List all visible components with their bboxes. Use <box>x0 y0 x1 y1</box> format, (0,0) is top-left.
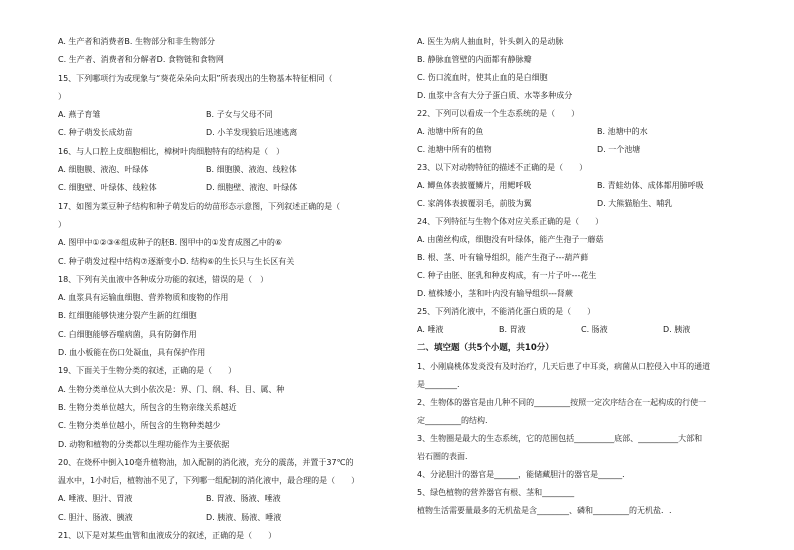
option-b: B. 胃液 <box>499 325 526 334</box>
question-17-options-ab: A. 图甲中①②③④组成种子的胚B. 图甲中的①发育成图乙中的⑥ <box>58 238 283 248</box>
question-16-options-row2 <box>58 184 398 192</box>
option-d: D. 血浆中含有大分子蛋白质、水等多种成分 <box>417 91 573 100</box>
question-19: 19、下面关于生物分类的叙述，正确的是（ ） <box>58 366 237 376</box>
fill-question-1-cont: 是________. <box>417 380 460 389</box>
option-c: C. 池塘中所有的植物 <box>417 145 492 154</box>
option-b: B. 子女与父母不同 <box>206 110 273 120</box>
question-23: 23、以下对动物特征的描述不正确的是（ ） <box>417 163 588 172</box>
right-column <box>417 38 767 525</box>
option-c: C. 种子萌发长成幼苗 <box>58 128 133 138</box>
option-d: D. 植株矮小，茎和叶内没有输导组织---肾蕨 <box>417 289 573 298</box>
fill-question-3-cont: 岩石圈的表面． <box>417 452 473 461</box>
question-25: 25、下列消化液中，不能消化蛋白质的是（ ） <box>417 307 596 316</box>
fill-question-3: 3、生物圈是最大的生态系统，它的范围包括__________底部、__________大部和 <box>417 434 703 443</box>
option-c: C. 胆汁、肠液、胰液 <box>58 512 133 522</box>
q14-options-cd: C. 生产者、消费者和分解者D. 食物链和食物网 <box>58 55 224 65</box>
question-20-cont: 温水中，1小时后，植物油不见了，下列哪一组配制的消化液中，最合理的是（ ） <box>58 476 360 486</box>
option-a: A. 池塘中所有的鱼 <box>417 127 484 136</box>
option-c: C. 家鸽体表披覆羽毛，前肢为翼 <box>417 199 532 208</box>
question-17-cont: ） <box>58 219 66 229</box>
question-23-options-row1 <box>417 182 767 190</box>
option-a: A. 由菌丝构成，细胞没有叶绿体，能产生孢子一蘑菇 <box>417 235 604 244</box>
fill-question-2-cont: 定_________的结构. <box>417 416 488 425</box>
option-d: D. 小羊发现狼后迅速逃离 <box>206 128 298 138</box>
question-16: 16、与人口腔上皮细胞相比，樟树叶肉细胞特有的结构是（ ） <box>58 146 285 156</box>
question-25-options <box>417 326 767 334</box>
question-23-options-row2 <box>417 200 767 208</box>
option-b: B. 根、茎、叶有输导组织，能产生孢子---葫芦藓 <box>417 253 589 262</box>
fill-question-5-cont: 植物生活需要量最多的无机盐是含________、磷和_________的无机盐．. <box>417 506 672 515</box>
option-a: A. 鲫鱼体表披覆鳞片，用鳃呼吸 <box>417 181 532 190</box>
option-b: B. 生物分类单位越大，所包含的生物亲缘关系越近 <box>58 402 237 412</box>
option-a: A. 生物分类单位从大到小依次是：界、门、纲、科、目、属、种 <box>58 384 285 394</box>
question-20-options-row1 <box>58 495 398 503</box>
option-c: C. 白细胞能够吞噬病菌，具有防御作用 <box>58 329 197 339</box>
question-15: 15、下列哪项行为或现象与“葵花朵朵向太阳”所表现出的生物基本特征相同（ <box>58 73 333 83</box>
option-a: A. 医生为病人抽血时，针头刺入的是动脉 <box>417 37 564 46</box>
question-17: 17、如图为菜豆种子结构和种子萌发后的幼苗形态示意图，下列叙述正确的是（ <box>58 201 341 211</box>
option-c: C. 伤口流血时，使其止血的是白细胞 <box>417 73 548 82</box>
option-c: C. 生物分类单位越小，所包含的生物种类越少 <box>58 421 221 431</box>
question-15-options-row2 <box>58 129 398 137</box>
option-c: C. 肠液 <box>581 325 608 334</box>
option-d: D. 细胞壁、液泡、叶绿体 <box>206 183 298 193</box>
option-b: B. 胃液、肠液、唾液 <box>206 494 281 504</box>
q14-options-ab: A. 生产者和消费者B. 生物部分和非生物部分 <box>58 37 215 46</box>
option-b: B. 池塘中的水 <box>597 127 648 136</box>
question-15-options-row1 <box>58 111 398 119</box>
question-18: 18、下列有关血液中各种成分功能的叙述，错误的是（ ） <box>58 274 269 284</box>
question-15-cont: ） <box>58 91 66 101</box>
left-column <box>58 38 398 550</box>
question-21: 21、以下是对某些血管和血液成分的叙述，正确的是（ ） <box>58 531 277 541</box>
fill-question-4: 4、分泌胆汁的器官是______，能储藏胆汁的器官是______． <box>417 470 631 479</box>
question-20-options-row2 <box>58 514 398 522</box>
question-22: 22、下列可以看成一个生态系统的是（ ） <box>417 109 580 118</box>
option-c: C. 细胞壁、叶绿体、线粒体 <box>58 183 157 193</box>
option-d: D. 一个池塘 <box>597 145 641 154</box>
option-a: A. 唾液、胆汁、胃液 <box>58 494 133 504</box>
option-a: A. 唾液 <box>417 325 444 334</box>
section-heading-fill-in: 二、填空题（共5个小题，共10分） <box>417 343 554 353</box>
option-a: A. 血浆具有运输血细胞、营养物质和废物的作用 <box>58 293 229 303</box>
option-b: B. 青蛙幼体、成体都用肺呼吸 <box>597 181 704 190</box>
question-22-options-row1 <box>417 128 767 136</box>
option-b: B. 红细胞能够快速分裂产生新的红细胞 <box>58 311 197 321</box>
option-b: B. 静脉血管壁的内面都有静脉瓣 <box>417 55 532 64</box>
question-24: 24、下列特征与生物个体对应关系正确的是（ ） <box>417 217 604 226</box>
fill-question-2: 2、生物体的器官是由几种不同的_________按照一定次序结合在一起构成的行使一 <box>417 398 707 407</box>
fill-question-5: 5、绿色植物的营养器官有根、茎和________ <box>417 488 575 497</box>
fill-question-1: 1、小刚扁桃体发炎没有及时治疗，几天后患了中耳炎，病菌从口腔侵入中耳的通道 <box>417 362 711 371</box>
question-22-options-row2 <box>417 146 767 154</box>
option-d: D. 大熊猫胎生、哺乳 <box>597 199 673 208</box>
option-a: A. 细胞膜、液泡、叶绿体 <box>58 165 149 175</box>
option-d: D. 动物和植物的分类都以生理功能作为主要依据 <box>58 439 230 449</box>
option-c: C. 种子由胚、胚乳和种皮构成，有一片子叶---花生 <box>417 271 597 280</box>
question-16-options-row1 <box>58 166 398 174</box>
question-17-options-cd: C. 种子萌发过程中结构⑦逐渐变小D. 结构⑥的生长只与生长区有关 <box>58 256 295 266</box>
option-d: D. 胰液、肠液、唾液 <box>206 512 282 522</box>
option-b: B. 细胞膜、液泡、线粒体 <box>206 165 297 175</box>
option-d: D. 胰液 <box>663 325 691 334</box>
option-d: D. 血小板能在伤口处凝血，具有保护作用 <box>58 348 206 358</box>
option-a: A. 燕子育雏 <box>58 110 101 120</box>
question-20: 20、在烧杯中倒入10毫升植物油，加入配制的消化液，充分的震荡，并置于37℃的 <box>58 457 354 467</box>
